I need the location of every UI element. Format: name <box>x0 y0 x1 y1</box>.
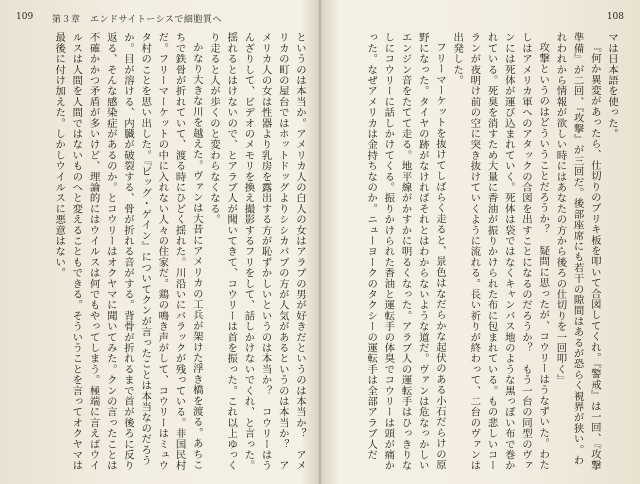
right-paragraph-3: 攻撃というのはどういうことだろうか？ 疑問に思ったが、コウリーはうなずいた。わたしはアメリカ軍へのアタックの合図を出すことになるのだろうか？ もう一台の同型のヴァンには死体が運び込まれていく。死体は袋ではなくキャンバス地のような黒っぽい布で巻かれている。死臭を消すため大量に香油が振りかけられた布に包まれている。もの悲しいコーランが夜明け前の空に突き抜けていくように流れる。長い祈りが終わって、二台のヴァンは出発した。 <box>451 32 550 471</box>
left-page-body <box>10 32 308 472</box>
right-paragraph-1: マは日本語を使った。 <box>606 32 618 139</box>
right-page-body <box>328 32 620 472</box>
left-paragraph-1: というのは本当か。アメリカ人の白人の女はアラブの男が好きだというのは本当か？ アメリカの町の屋台ではホットドッグよりシシカバブの方が人気があるというのは本当か？ アメリカ人の女は性器より乳房を露出する方が恥ずかしいというのは本当か？ コウリーはうんざりして、ビデオのメモリを換え撮影するフリをして、話しかけないでくれ、と言った。揺れるとはけないので、とアラブ人が聞いてきて、コウリーは首を振った。これ以上ゆっくり走ると人が歩くのと変わらなくなる。 <box>207 32 306 471</box>
left-paragraph-2: かなり大きな川を越えた。ヴァンは大昔にアメリカの工兵が架けた浮き橋を渡る。あちこちで鉄骨が折れていて、渡る時にひどく揺れた。川沿いにバラックが残っている。非国民村だ。フリーマーケットの中に入れない人々の住家だ。鶏の鳴き声がして、コウリーはミュウタ村のことを思い出した。『ビッグ・ゲイン』についてクンが言ったことは本当なのだろうか。目が溶ける、内臓が破裂する、骨が折れる音がする。背骨が折れるまで首が後ろに反り返る、そんな感染症があるのか。とコウリーはオクヤマに聞いてみた。クンの言ったことは不確かかつ矛盾が多いけど、理論的にはウイルスは何でもやってしまう。極端に言えばウイルスは人間を人間ではないものへと変えることもできる。そういうことを言ってオクヤマは最後に付け加えた。しかしウイルスに悪意はない。 <box>53 32 203 471</box>
chapter-title: 第３章 エンドサイトーシスで細胞質へ <box>52 15 222 25</box>
right-paragraph-2: 『何か異変があったら、仕切りのブリキ板を叩いて合図してくれ。『警戒』は一回、『攻撃準備』が二回、『攻撃』が三回だ。後部座席にも若干の隙間はあるが恐らく視界が狭い。われわれから情報が欲しい時にはあなたの方から後ろの仕切りを一回叩く』 <box>554 32 601 471</box>
right-paragraph-4: フリーマーケットを抜けてしばらく走ると、景色はなだらかな起伏のある小石だらけの原野になった。タイヤの跡がなければそれとはわからないような道だ。ヴァンは危なっかしいエンジン音をたてて走る。地平線がかすかに明るくなった。アラブ人の運転手はひっきりなしにコウリーに話しかけてくる。振りかけられた香油と運転手の体臭でコウリーは頭が痛かった。なぜアメリカは金持ちなのか。ニューヨークのタクシーの運転手は全部アラブ人だ <box>365 32 446 471</box>
right-page-number: 108 <box>606 12 624 22</box>
left-page-number: 109 <box>16 12 34 22</box>
book-gutter <box>318 0 322 484</box>
